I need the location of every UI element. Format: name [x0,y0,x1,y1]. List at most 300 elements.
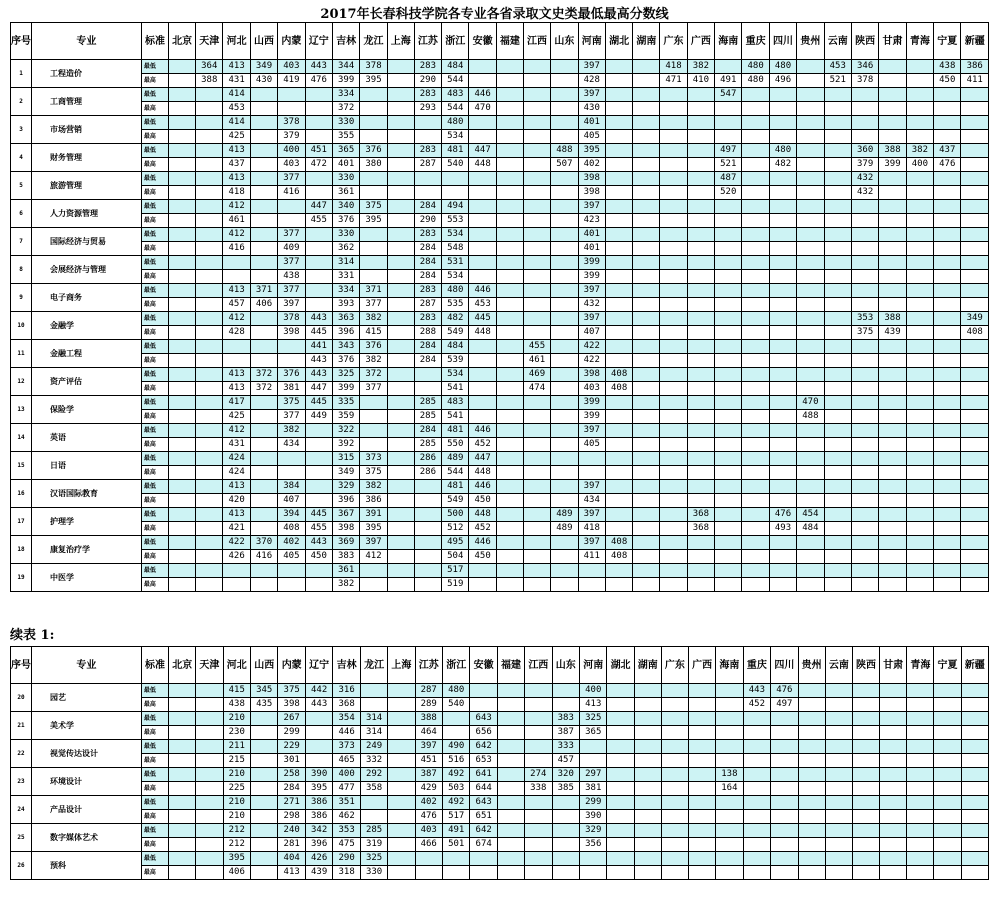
score-cell [687,172,714,186]
max-score-label: 最高 [141,698,168,712]
header-province: 江西 [525,647,552,684]
score-cell [906,326,933,340]
score-cell [798,684,825,698]
score-cell [771,810,798,824]
score-cell [633,284,660,298]
score-cell [851,536,878,550]
score-cell [250,564,277,578]
score-cell [742,522,769,536]
score-cell: 381 [278,382,305,396]
score-cell [769,228,796,242]
score-cell [470,684,497,698]
score-cell [605,298,632,312]
score-cell: 406 [223,866,250,880]
table-row [11,726,989,740]
score-cell [552,824,579,838]
score-cell [906,480,933,494]
major-name: 数字媒体艺术 [32,824,142,852]
score-cell [169,298,196,312]
score-cell [660,130,687,144]
score-cell: 471 [660,74,687,88]
table-row [11,270,989,284]
header-province: 甘肃 [880,647,907,684]
major-name: 园艺 [32,684,142,712]
score-cell [414,480,441,494]
score-cell: 334 [332,284,359,298]
score-cell: 408 [605,368,632,382]
score-cell: 476 [934,158,961,172]
score-cell [660,550,687,564]
score-cell: 397 [578,200,605,214]
score-cell [743,740,770,754]
score-cell: 438 [278,270,305,284]
table-row [11,186,989,200]
score-cell [523,550,550,564]
score-cell [525,740,552,754]
score-cell [879,102,906,116]
max-score-label: 最高 [141,242,168,256]
score-cell: 643 [470,712,497,726]
score-cell [660,200,687,214]
score-cell [605,116,632,130]
score-cell: 644 [470,782,497,796]
score-cell [605,396,632,410]
score-cell [551,102,578,116]
score-cell: 399 [578,396,605,410]
score-cell [634,796,661,810]
score-cell: 382 [360,312,387,326]
score-cell [687,298,714,312]
score-cell [414,536,441,550]
major-name: 财务管理 [32,144,142,172]
score-cell: 380 [360,158,387,172]
score-cell [742,480,769,494]
score-cell [250,522,277,536]
score-cell [687,186,714,200]
header-province: 福建 [497,647,524,684]
score-cell [497,698,524,712]
score-cell [523,508,550,522]
score-cell [633,410,660,424]
score-cell: 334 [332,88,359,102]
score-cell [552,796,579,810]
score-cell [934,284,961,298]
row-index: 10 [11,312,32,340]
score-cell [196,172,223,186]
score-cell [605,144,632,158]
score-cell [525,810,552,824]
score-cell: 297 [580,768,607,782]
table-row [11,522,989,536]
table-row [11,242,989,256]
table-row [11,116,989,130]
score-cell [169,438,196,452]
score-cell: 424 [223,466,250,480]
score-cell: 480 [442,116,469,130]
score-cell [743,754,770,768]
score-cell: 396 [305,838,332,852]
score-cell: 211 [223,740,250,754]
score-cell: 332 [360,754,387,768]
score-cell: 299 [580,796,607,810]
table-row [11,172,989,186]
score-cell: 413 [278,866,305,880]
max-score-label: 最高 [141,186,168,200]
score-cell [469,382,496,396]
score-cell [250,228,277,242]
score-cell: 481 [442,480,469,494]
score-cell [824,228,851,242]
score-cell [387,368,414,382]
score-cell [169,550,196,564]
score-cell: 461 [523,354,550,368]
score-cell [852,824,879,838]
max-score-label: 最高 [141,158,168,172]
score-cell [523,494,550,508]
score-cell [469,396,496,410]
score-cell [687,144,714,158]
header-province: 湖南 [634,647,661,684]
score-cell [469,200,496,214]
score-cell: 365 [332,144,359,158]
page-title: 2017年长春科技学院各专业各省录取文史类最低最高分数线 [320,7,669,22]
score-cell [250,340,277,354]
score-cell [387,284,414,298]
score-cell [196,726,223,740]
score-cell [961,298,989,312]
score-cell: 413 [223,508,250,522]
table-row [11,424,989,438]
score-cell [580,866,607,880]
score-cell [414,508,441,522]
score-cell [961,866,988,880]
score-cell: 398 [578,186,605,200]
score-cell [851,284,878,298]
score-cell [551,466,578,480]
score-cell [387,550,414,564]
score-cell [523,256,550,270]
score-cell [879,494,906,508]
table-row [11,536,989,550]
score-cell: 397 [578,284,605,298]
score-cell: 443 [305,312,332,326]
score-cell [660,354,687,368]
score-cell: 384 [278,480,305,494]
score-cell [715,130,742,144]
score-cell: 501 [442,838,469,852]
score-cell: 408 [605,382,632,396]
major-name: 市场营销 [32,116,142,144]
score-cell [250,242,277,256]
score-cell [387,102,414,116]
score-cell [689,754,716,768]
score-cell [879,340,906,354]
score-cell: 358 [360,782,387,796]
score-cell: 544 [442,74,469,88]
table-row [11,284,989,298]
score-cell [687,452,714,466]
score-cell: 457 [552,754,579,768]
score-cell: 333 [552,740,579,754]
score-cell [414,368,441,382]
score-cell [687,270,714,284]
score-cell [552,866,579,880]
score-cell [387,242,414,256]
score-cell [414,550,441,564]
score-cell [797,494,824,508]
score-cell: 470 [469,102,496,116]
score-cell [934,424,961,438]
score-cell: 411 [961,74,989,88]
score-cell [906,228,933,242]
score-cell [523,578,550,592]
score-cell [551,116,578,130]
score-cell [879,522,906,536]
header-province: 甘肃 [879,23,906,60]
score-cell [169,60,196,74]
score-cell [934,396,961,410]
min-score-label: 最低 [141,536,168,550]
header-province: 上海 [387,23,414,60]
score-cell [771,754,798,768]
score-cell [825,782,852,796]
table-row [11,214,989,228]
score-cell [169,754,196,768]
score-cell: 445 [305,508,332,522]
score-cell: 447 [469,452,496,466]
score-cell [797,242,824,256]
score-cell [743,838,770,852]
score-cell [169,838,196,852]
score-cell [742,298,769,312]
header-province: 江西 [523,23,550,60]
score-cell [661,768,688,782]
score-cell [305,494,332,508]
score-cell [880,810,907,824]
score-cell [851,214,878,228]
score-cell [907,866,934,880]
min-score-label: 最低 [141,480,168,494]
score-cell [824,88,851,102]
score-cell [797,144,824,158]
score-cell [742,228,769,242]
score-cell [660,368,687,382]
table-row [11,684,989,698]
score-cell [387,508,414,522]
score-cell [305,754,332,768]
major-name: 旅游管理 [32,172,142,200]
score-cell [742,88,769,102]
score-cell [824,158,851,172]
score-cell: 293 [414,102,441,116]
score-cell [906,396,933,410]
score-cell: 425 [223,130,250,144]
score-cell [798,852,825,866]
major-name: 人力资源管理 [32,200,142,228]
score-cell [961,452,989,466]
score-cell [961,382,989,396]
min-score-label: 最低 [141,424,168,438]
score-cell [169,368,196,382]
min-score-label: 最低 [141,452,168,466]
max-score-label: 最高 [141,466,168,480]
score-cell [633,60,660,74]
score-cell [605,158,632,172]
score-cell [169,284,196,298]
score-cell: 450 [469,494,496,508]
score-cell [470,866,497,880]
score-cell [687,312,714,326]
score-cell [387,228,414,242]
score-cell [360,698,387,712]
score-cell: 377 [278,410,305,424]
score-cell [661,796,688,810]
score-cell: 480 [769,60,796,74]
score-cell [169,508,196,522]
score-cell: 387 [415,768,442,782]
score-cell [360,684,387,698]
score-cell: 383 [552,712,579,726]
score-cell [852,768,879,782]
score-cell: 548 [442,242,469,256]
score-cell [824,578,851,592]
score-cell [551,200,578,214]
header-province: 河南 [580,647,607,684]
score-cell: 437 [934,144,961,158]
score-cell: 441 [305,340,332,354]
score-cell: 481 [442,144,469,158]
score-cell: 375 [360,466,387,480]
score-cell [196,782,223,796]
table-row [11,382,989,396]
score-cell [687,424,714,438]
row-index: 12 [11,368,32,396]
score-cell [687,256,714,270]
score-cell [742,382,769,396]
score-cell [742,354,769,368]
score-cell: 405 [278,550,305,564]
score-cell [305,130,332,144]
score-cell: 418 [578,522,605,536]
score-cell [906,312,933,326]
score-cell: 335 [332,396,359,410]
row-index: 26 [11,852,32,880]
score-cell [742,424,769,438]
score-cell [633,536,660,550]
score-cell [169,410,196,424]
max-score-label: 最高 [141,550,168,564]
score-cell [496,256,523,270]
score-cell [250,712,277,726]
score-cell [633,438,660,452]
score-cell [934,186,961,200]
score-cell: 434 [278,438,305,452]
score-cell [523,410,550,424]
score-cell: 446 [333,726,360,740]
score-cell: 489 [551,522,578,536]
score-cell: 388 [879,144,906,158]
score-cell: 425 [223,410,250,424]
score-cell: 442 [305,684,332,698]
score-cell [742,172,769,186]
score-cell [961,810,988,824]
score-cell [196,564,223,578]
score-cell: 210 [223,712,250,726]
score-cell [769,214,796,228]
score-cell [388,768,415,782]
score-cell [769,130,796,144]
score-cell: 480 [442,284,469,298]
score-cell [578,452,605,466]
score-cell [633,74,660,88]
score-cell: 372 [360,368,387,382]
score-cell [961,782,988,796]
score-cell [360,270,387,284]
min-score-label: 最低 [141,88,168,102]
score-cell: 376 [360,144,387,158]
score-cell [169,144,196,158]
score-cell [605,60,632,74]
score-cell: 476 [771,684,798,698]
score-cell [797,88,824,102]
score-cell [906,298,933,312]
score-cell [469,228,496,242]
score-cell [496,102,523,116]
score-cell [907,810,934,824]
score-cell [496,410,523,424]
score-cell [769,284,796,298]
score-cell: 377 [278,256,305,270]
score-cell [388,796,415,810]
score-cell [825,824,852,838]
score-cell: 395 [360,74,387,88]
header-index: 序号 [11,23,32,60]
score-cell [551,284,578,298]
score-cell [387,200,414,214]
score-cell [497,838,524,852]
score-cell [906,438,933,452]
score-cell [825,740,852,754]
score-cell [469,60,496,74]
score-cell [797,424,824,438]
score-cell [607,684,634,698]
score-cell: 512 [442,522,469,536]
score-cell [769,438,796,452]
score-cell [551,60,578,74]
score-cell: 643 [470,796,497,810]
score-cell [961,726,988,740]
score-cell [196,396,223,410]
score-cell [961,438,989,452]
header-kind: 标准 [141,23,168,60]
score-cell: 452 [469,438,496,452]
score-cell [824,564,851,578]
score-cell [633,186,660,200]
score-cell [961,242,989,256]
table-header-row [11,647,989,684]
major-name: 美术学 [32,712,142,740]
score-cell: 408 [605,536,632,550]
score-cell [633,298,660,312]
score-cell: 401 [332,158,359,172]
score-cell [769,424,796,438]
score-cell [551,270,578,284]
score-cell [906,494,933,508]
header-index: 序号 [11,647,32,684]
score-cell: 378 [851,74,878,88]
score-cell [523,200,550,214]
table-row [11,144,989,158]
